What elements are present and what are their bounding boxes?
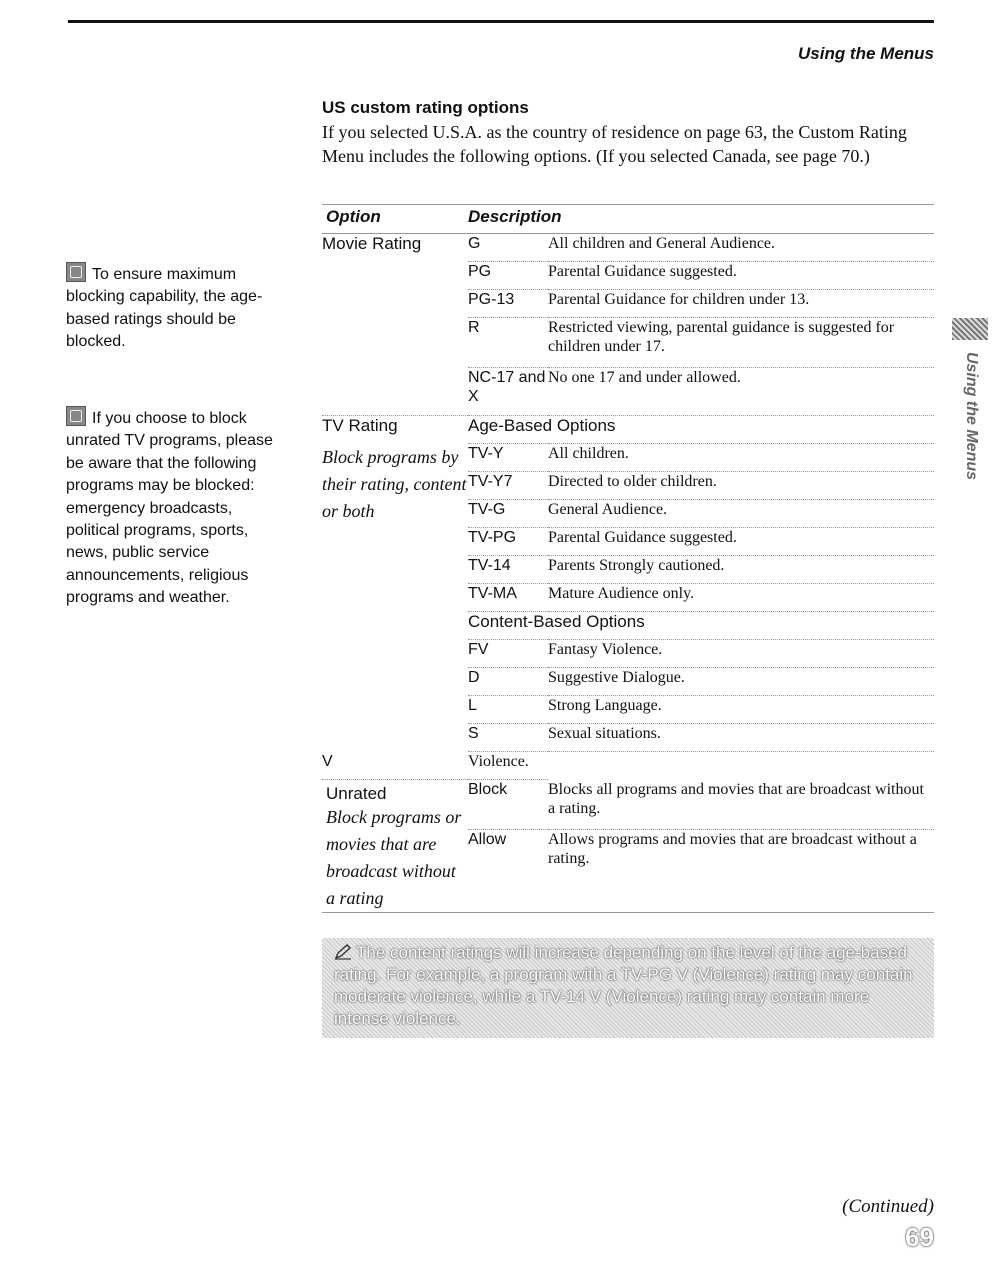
rating-desc: Parental Guidance suggested.: [548, 262, 934, 290]
rating-desc: Fantasy Violence.: [548, 640, 934, 668]
rating-desc: General Audience.: [548, 500, 934, 528]
tip-box: [322, 938, 934, 1038]
running-header: Using the Menus: [797, 44, 934, 63]
page-number: 69: [905, 1222, 934, 1252]
continued-label: (Continued): [842, 1196, 934, 1217]
rating-code: PG-13: [468, 290, 548, 318]
note-icon: [66, 406, 86, 426]
section-intro: If you selected U.S.A. as the country of residence on page 63, the Custom Rating Menu includes the following options. (If you selected Canada, see page 70.): [322, 122, 907, 166]
tip-paragraph: [322, 938, 934, 1030]
rating-desc: Mature Audience only.: [548, 584, 934, 612]
option-tv-rating: TV Rating: [322, 416, 468, 444]
rating-options-table: [322, 204, 934, 913]
rating-code: TV-14: [468, 556, 548, 584]
rating-code: D: [468, 668, 548, 696]
rating-code: Allow: [468, 831, 507, 849]
section-title: US custom rating options: [322, 98, 529, 117]
table-row: [322, 780, 934, 830]
content-based-group-label: Content-Based Options: [468, 612, 934, 640]
rating-code: TV-G: [468, 500, 548, 528]
table-row: [322, 752, 934, 780]
table-row: [322, 234, 934, 262]
sidebar-note-2: [66, 406, 276, 610]
header-description: Description: [468, 205, 934, 234]
sidebar-note-1-text: To ensure maximum blocking capability, the age-based ratings should be blocked.: [66, 266, 263, 351]
rating-code: TV-MA: [468, 584, 548, 612]
rating-desc: No one 17 and under allowed.: [548, 368, 934, 416]
header-option: Option: [322, 205, 468, 234]
pencil-note-icon: [334, 944, 352, 960]
sidebar-note-1: [66, 262, 276, 354]
rating-code: FV: [468, 640, 548, 668]
chapter-side-label-text: Using the Menus: [963, 352, 980, 481]
rating-code: V: [322, 752, 468, 780]
rating-code: PG: [468, 262, 548, 290]
sidebar-note-2-text: If you choose to block unrated TV programs, please be aware that the following programs may be blocked: emergency broadcasts, political programs, sports, news, public service announcements, religious programs and weather.: [66, 410, 273, 607]
rating-desc: Parental Guidance for children under 13.: [548, 290, 934, 318]
rating-desc: Parents Strongly cautioned.: [548, 556, 934, 584]
rating-code: TV-Y: [468, 444, 548, 472]
rating-desc: All children and General Audience.: [548, 234, 934, 262]
rating-code: L: [468, 696, 548, 724]
option-unrated-description: Block programs or movies that are broadcast without a rating: [326, 807, 462, 908]
rating-desc: Sexual situations.: [548, 724, 934, 752]
rating-code: R: [468, 318, 548, 368]
rating-code: TV-Y7: [468, 472, 548, 500]
table-header-row: [322, 205, 934, 234]
rating-desc: Strong Language.: [548, 696, 934, 724]
rating-desc: Restricted viewing, parental guidance is suggested for children under 17.: [548, 318, 934, 368]
rating-code: NC-17 and X: [468, 368, 548, 416]
table-row: [322, 416, 934, 444]
rating-desc: Allows programs and movies that are broadcast without a rating.: [548, 831, 917, 868]
rating-desc: Violence.: [468, 752, 548, 780]
table-row: [322, 444, 934, 472]
rating-code: S: [468, 724, 548, 752]
rating-code: Block: [468, 780, 548, 830]
table-end-rule: [322, 912, 934, 913]
note-icon: [66, 262, 86, 282]
rating-desc: Directed to older children.: [548, 472, 934, 500]
rating-code: G: [468, 234, 548, 262]
rating-code: TV-PG: [468, 528, 548, 556]
option-unrated-label: Unrated: [326, 784, 387, 803]
rating-desc: All children.: [548, 444, 934, 472]
option-movie-rating: Movie Rating: [322, 234, 422, 253]
option-tv-rating-description: Block programs by their rating, content or both: [322, 446, 467, 521]
rating-desc: Suggestive Dialogue.: [548, 668, 934, 696]
rating-desc: Parental Guidance suggested.: [548, 528, 934, 556]
rating-desc: Blocks all programs and movies that are broadcast without a rating.: [548, 780, 934, 830]
option-unrated: [322, 780, 468, 913]
chapter-tab-marker: [952, 318, 988, 340]
chapter-side-label: [960, 352, 980, 512]
top-rule: [68, 20, 934, 23]
age-based-group-label: Age-Based Options: [468, 416, 934, 444]
tip-text: The content ratings will increase depending on the level of the age-based rating. For example, a program with a TV-PG V (Violence) rating may contain moderate violence, while a TV-14 V (Violence) rating may contain more intense violence.: [334, 943, 913, 1028]
